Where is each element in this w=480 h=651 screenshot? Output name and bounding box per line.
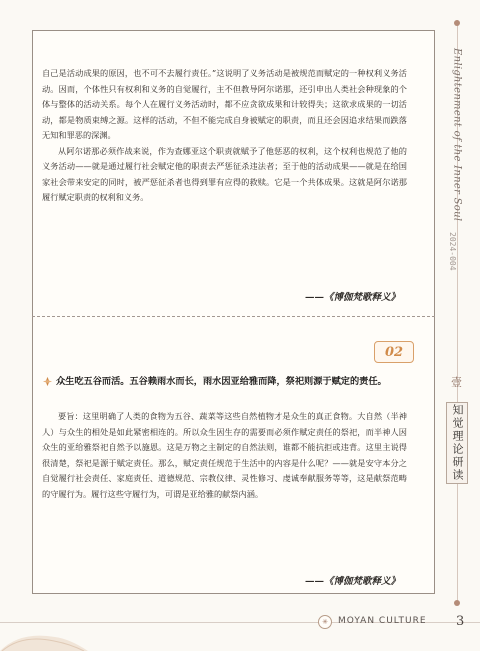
upper-text (42, 66, 407, 206)
year-code: 2024-004 (448, 232, 457, 271)
section-heading (42, 374, 402, 390)
source-citation-2: ——《博伽梵歌释义》 (304, 576, 400, 587)
lotus-icon (42, 376, 53, 387)
paragraph-2: 从阿尔诺那必须作战来说，作为查娜亚这个职责就赋予了他惩恶的权利，这个权利也规范了他的义务活动——就是通过履行社会赋定他的职责去严惩征杀违法者；至于他的活动成果——就是在给国家社会带来安定的同时，被严惩征杀者也得到罪有应得的救赎。它是一个共体成果。这就是阿尔诺那履行赋定职责的权利和义务。 (42, 145, 407, 202)
top-dot-icon (454, 20, 460, 26)
page-number: 3 (456, 614, 465, 629)
moyan-logo-icon: ✳ (318, 615, 332, 629)
book-illustration-icon (0, 611, 100, 651)
heading-text: 众生吃五谷而活。五谷赖雨水而长，雨水因亚给雅而降，祭祀则源于赋定的责任。 (56, 376, 387, 387)
paragraph-1: 自己是活动成果的原因，也不可不去履行责任。”这说明了义务活动是被规范而赋定的一种权利义务活动。因而，个体性只有权利和义务的自觉履行，主不但教导阿尔诺那，还引申出人类社会种现象的个体与整体的活动关系。每个人在履行义务活动时，都不应贪欲成果和计较得失；这欲求成果的一切活动，都是物质束缚之源。这样的活动，不但不能完成自身被赋定的职责，而且还会因追求结果而跌落无知和罪恶的深渊。 (42, 68, 407, 140)
vertical-title: Enlightenment of the Inner Soul (451, 48, 463, 222)
section-divider (32, 316, 435, 317)
paragraph-3: 要旨：这里明确了人类的食物为五谷、蔬菜等这些自然植物才是众生的真正食物。大自然（半神人）与众生的相处是如此紧密相连的。所以众生因生存的需要而必须作赋定责任的祭祀，而半神人因众生的亚给雅祭祀自然予以施恩。这是万物之主制定的自然法则，谁都不能抗拒或违背。这里主说得很清楚，祭祀是源于赋定责任。那么，赋定责任规范于生活中的内容是什么呢？——就是安守本分之自觉履行社会责任、家庭责任、道德规范、宗教仪律、灵性修习、虔诚奉献服务等等，这是献祭范畴的守履行为。履行这些守履行为，可谓是亚给雅的献祭内涵。 (42, 411, 407, 499)
lower-text (42, 409, 407, 502)
number-badge: 02 (374, 341, 414, 363)
sidebar (434, 0, 480, 651)
section-label-box: 知觉理论研读 (446, 402, 468, 484)
footer-brand: MOYAN CULTURE (338, 616, 427, 626)
section-mark: 壹 (451, 376, 462, 389)
source-citation-1: ——《博伽梵歌释义》 (304, 292, 400, 303)
